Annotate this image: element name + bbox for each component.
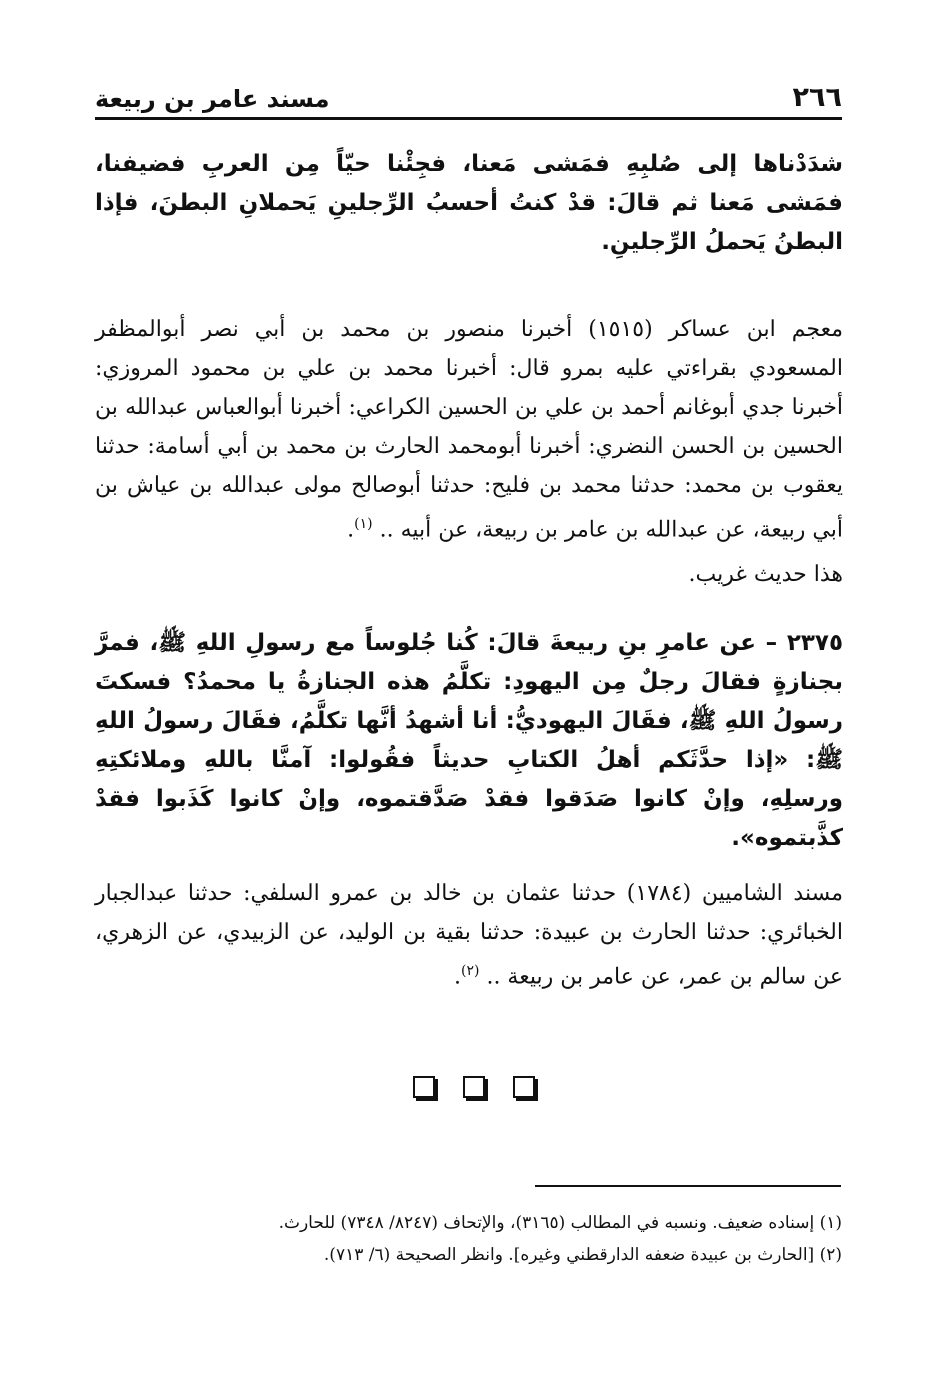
isnad-text: معجم ابن عساكر (١٥١٥) أخبرنا منصور بن محمد بن أبي نصر أبوالمظفر المسعودي بقراءتي عليه بمرو قال: أخبرنا محمد بن علي بن محمود المروزي: أخبرنا جدي أبوغانم أحمد بن علي بن الحسين الكراعي: أخبرنا أبوالعباس عبدالله بن الحسين بن الحسن النضري: أخبرنا أبومحمد الحارث بن محمد بن أبي أسامة: حدثنا يعقوب بن محمد: حدثنا محمد بن فليح: حدثنا أبوصالح مولى عبدالله بن عياش بن أبي ربيعة، عن عبدالله بن عامر بن ربيعة، عن أبيه .. xyxy=(95,317,843,543)
section-divider-ornament xyxy=(0,1076,948,1098)
running-title: مسند عامر بن ربيعة xyxy=(95,85,330,113)
footnote-ref-2[interactable]: (٢) xyxy=(460,963,480,980)
hadith-text-continued: شدَدْناها إلى صُلبِهِ فمَشى مَعنا، فجِئْنا حيّاً مِن العربِ فضيفنا، فمَشى مَعنا ثم قالَ: قدْ كنتُ أحسبُ الرِّجلينِ يَحملانِ البطنَ، فإذا البطنُ يَحملُ الرِّجلينِ. xyxy=(95,151,843,255)
footnote-ref-1[interactable]: (١) xyxy=(354,516,373,532)
isnad-paragraph-shamiyyin: مسند الشاميين (١٧٨٤) حدثنا عثمان بن خالد بن عمرو السلفي: حدثنا عبدالجبار الخبائري: حدثنا الحارث بن عبيدة: حدثنا بقية بن الوليد، عن الزبيدي، عن الزهري، عن سالم بن عمر، عن عامر بن ربيعة .. $^{(٢)}$. xyxy=(95,881,843,990)
body-text xyxy=(95,145,843,997)
hadith-number: ٢٣٧٥ xyxy=(786,630,843,657)
isnad-text: مسند الشاميين (١٧٨٤) حدثنا عثمان بن خالد بن عمرو السلفي: حدثنا عبدالجبار الخبائري: حدثنا الحارث بن عبيدة: حدثنا بقية بن الوليد، عن الزبيدي، عن الزهري، عن سالم بن عمر، عن عامر بن ربيعة .. xyxy=(95,881,843,990)
footnote-separator xyxy=(535,1185,841,1187)
square-ornament-icon xyxy=(463,1076,485,1098)
square-ornament-icon xyxy=(413,1076,435,1098)
square-ornament-icon xyxy=(513,1076,535,1098)
page-header xyxy=(95,80,842,120)
footnote-1: (١) إسناده ضعيف. ونسبه في المطالب (٣١٦٥)، والإتحاف (٨٢٤٧/ ٧٣٤٨) للحارث. xyxy=(278,1213,842,1233)
hadith-text: – عن عامرِ بنِ ربيعةَ قالَ: كُنا جُلوساً مع رسولِ اللهِ ﷺ، فمرَّ بجنازةٍ فقالَ رجلٌ مِن اليهودِ: تكلَّمُ هذه الجنازةُ يا محمدُ؟ فسكتَ رسولُ اللهِ ﷺ، فقَالَ اليهوديُّ: أنا أشهدُ أنَّها تكلَّمُ، فقَالَ رسولُ اللهِ ﷺ: «إذا حدَّثَكم أهلُ الكتابِ حديثاً فقُولوا: آمنَّا باللهِ وملائكتِهِ ورسلِهِ، وإنْ كانوا صَدَقوا فقدْ صَدَّقتموه، وإنْ كانوا كَذَبوا فقدْ كذَّبتموه». xyxy=(95,630,843,852)
page-number: ٢٦٦ xyxy=(792,82,842,113)
isnad-paragraph-ibn-asakir: معجم ابن عساكر (١٥١٥) أخبرنا منصور بن محمد بن أبي نصر أبوالمظفر المسعودي بقراءتي عليه بمرو قال: أخبرنا محمد بن علي بن محمود المروزي: أخبرنا جدي أبوغانم أحمد بن علي بن الحسين الكراعي: أخبرنا أبوالعباس عبدالله بن الحسين بن الحسن النضري: أخبرنا أبومحمد الحارث بن محمد بن أبي أسامة: حدثنا يعقوب بن محمد: حدثنا محمد بن فليح: حدثنا أبوصالح مولى عبدالله بن عياش بن أبي ربيعة، عن عبدالله بن عامر بن ربيعة، عن أبيه .. $^{(١)}$. xyxy=(95,317,843,543)
footnote-2: (٢) [الحارث بن عبيدة ضعفه الدارقطني وغيره]. وانظر الصحيحة (٦/ ٧١٣). xyxy=(323,1245,842,1265)
hadith-2375 xyxy=(95,624,843,858)
footnotes xyxy=(95,1207,842,1271)
grading-note: هذا حديث غريب. xyxy=(688,562,843,588)
